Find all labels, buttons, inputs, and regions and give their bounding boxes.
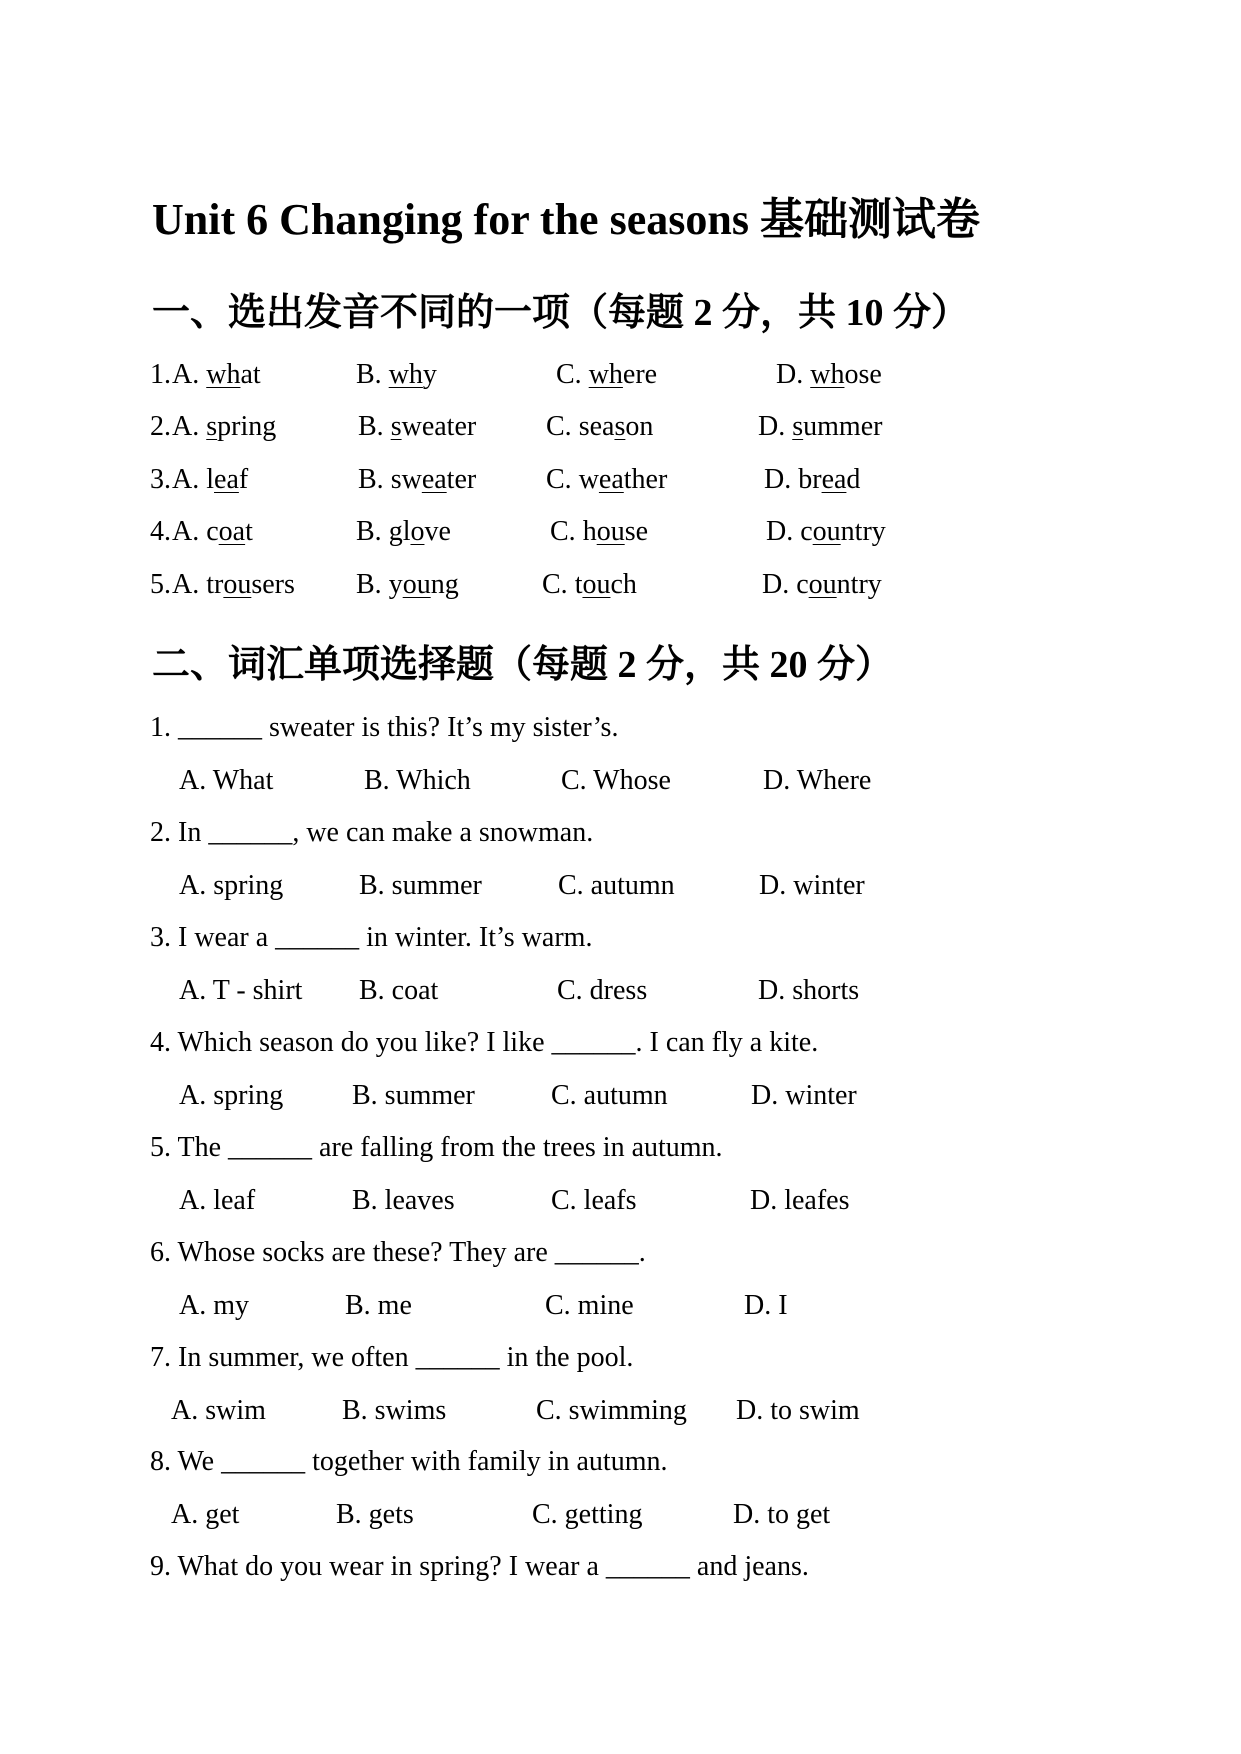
s1-q3-option-c: C. weather (546, 464, 668, 495)
underlined-letters: o (410, 516, 425, 547)
s1-q1-option-d: D. whose (776, 359, 882, 390)
section1-heading: 一、选出发音不同的一项（每题 2 分，共 10 分） (152, 292, 970, 334)
s2-q2-option-a: A. spring (179, 870, 284, 901)
s2-q8-stem: 8. We ______ together with family in autumn. (150, 1446, 668, 1477)
s2-q3-option-b: B. coat (359, 975, 439, 1006)
underlined-letters: ou (402, 569, 431, 600)
s1-q1-option-a: A. what (172, 359, 261, 390)
underlined-letters: wh (810, 359, 845, 390)
s1-q5-option-d: D. country (762, 569, 882, 600)
s2-q6-stem: 6. Whose socks are these? They are ______. (150, 1237, 646, 1268)
s2-q4-option-a: A. spring (179, 1080, 284, 1111)
underlined-letters: s (614, 411, 626, 442)
s2-q2-option-c: C. autumn (558, 870, 675, 901)
s2-q6-option-a: A. my (179, 1290, 249, 1321)
underlined-letters: ou (596, 516, 625, 547)
s2-q4-stem: 4. Which season do you like? I like ______. I can fly a kite. (150, 1027, 819, 1058)
s2-q1-option-b: B. Which (364, 765, 471, 796)
s2-q4-option-b: B. summer (352, 1080, 475, 1111)
s2-q2-option-b: B. summer (359, 870, 482, 901)
s1-q3-number: 3. (150, 464, 171, 495)
s2-q6-option-c: C. mine (545, 1290, 634, 1321)
s2-q3-option-a: A. T - shirt (179, 975, 303, 1006)
s2-q8-option-d: D. to get (733, 1499, 831, 1530)
s1-q3-option-d: D. bread (764, 464, 861, 495)
s1-q1-option-b: B. why (356, 359, 437, 390)
underlined-letters: s (206, 411, 218, 442)
s2-q2-option-d: D. winter (759, 870, 865, 901)
underlined-letters: ou (223, 569, 252, 600)
s1-q2-option-a: A. spring (172, 411, 277, 442)
s1-q2-option-b: B. sweater (358, 411, 477, 442)
s2-q5-option-c: C. leafs (551, 1185, 637, 1216)
s2-q3-option-d: D. shorts (758, 975, 860, 1006)
s1-q2-option-c: C. season (546, 411, 654, 442)
underlined-letters: ea (821, 464, 847, 495)
s2-q5-stem: 5. The ______ are falling from the trees in autumn. (150, 1132, 723, 1163)
underlined-letters: ea (214, 464, 239, 495)
s1-q3-option-a: A. leaf (172, 464, 249, 495)
underlined-letters: wh (206, 359, 241, 390)
s1-q2-option-d: D. summer (758, 411, 883, 442)
s1-q5-number: 5. (150, 569, 171, 600)
s2-q6-option-b: B. me (345, 1290, 412, 1321)
s2-q1-option-d: D. Where (763, 765, 872, 796)
underlined-letters: s (390, 411, 402, 442)
s2-q7-option-b: B. swims (342, 1395, 447, 1426)
s2-q3-option-c: C. dress (557, 975, 648, 1006)
s1-q1-number: 1. (150, 359, 171, 390)
s1-q4-option-b: B. glove (356, 516, 451, 547)
underlined-letters: ou (808, 569, 837, 600)
s2-q7-stem: 7. In summer, we often ______ in the pool. (150, 1342, 634, 1373)
s2-q7-option-c: C. swimming (536, 1395, 687, 1426)
underlined-letters: ou (582, 569, 611, 600)
underlined-letters: s (792, 411, 804, 442)
s2-q3-stem: 3. I wear a ______ in winter. It’s warm. (150, 922, 593, 953)
s1-q5-option-c: C. touch (542, 569, 637, 600)
s2-q2-stem: 2. In ______, we can make a snowman. (150, 817, 594, 848)
underlined-letters: ea (421, 464, 447, 495)
s2-q4-option-d: D. winter (751, 1080, 857, 1111)
s1-q4-option-c: C. house (550, 516, 649, 547)
s2-q7-option-d: D. to swim (736, 1395, 860, 1426)
s1-q4-option-a: A. coat (172, 516, 253, 547)
s1-q5-option-b: B. young (356, 569, 459, 600)
underlined-letters: ea (598, 464, 624, 495)
s2-q1-stem: 1. ______ sweater is this? It’s my sister’s. (150, 712, 619, 743)
s1-q1-option-c: C. where (556, 359, 658, 390)
s2-q6-option-d: D. I (744, 1290, 788, 1321)
underlined-letters: ou (812, 516, 841, 547)
s1-q5-option-a: A. trousers (172, 569, 295, 600)
s2-q8-option-a: A. get (171, 1499, 240, 1530)
underlined-letters: wh (588, 359, 623, 390)
s2-q9-stem: 9. What do you wear in spring? I wear a ______ and jeans. (150, 1551, 809, 1582)
s2-q8-option-b: B. gets (336, 1499, 414, 1530)
page-title: Unit 6 Changing for the seasons 基础测试卷 (152, 195, 980, 244)
s2-q1-option-a: A. What (179, 765, 274, 796)
s2-q5-option-b: B. leaves (352, 1185, 455, 1216)
underlined-letters: wh (388, 359, 423, 390)
s2-q8-option-c: C. getting (532, 1499, 643, 1530)
s1-q4-number: 4. (150, 516, 171, 547)
s1-q4-option-d: D. country (766, 516, 886, 547)
s2-q7-option-a: A. swim (171, 1395, 266, 1426)
s2-q4-option-c: C. autumn (551, 1080, 668, 1111)
section2-heading: 二、词汇单项选择题（每题 2 分，共 20 分） (152, 644, 894, 686)
s2-q5-option-d: D. leafes (750, 1185, 850, 1216)
underlined-letters: oa (218, 516, 246, 547)
s2-q1-option-c: C. Whose (561, 765, 671, 796)
s2-q5-option-a: A. leaf (179, 1185, 256, 1216)
s1-q2-number: 2. (150, 411, 171, 442)
s1-q3-option-b: B. sweater (358, 464, 477, 495)
